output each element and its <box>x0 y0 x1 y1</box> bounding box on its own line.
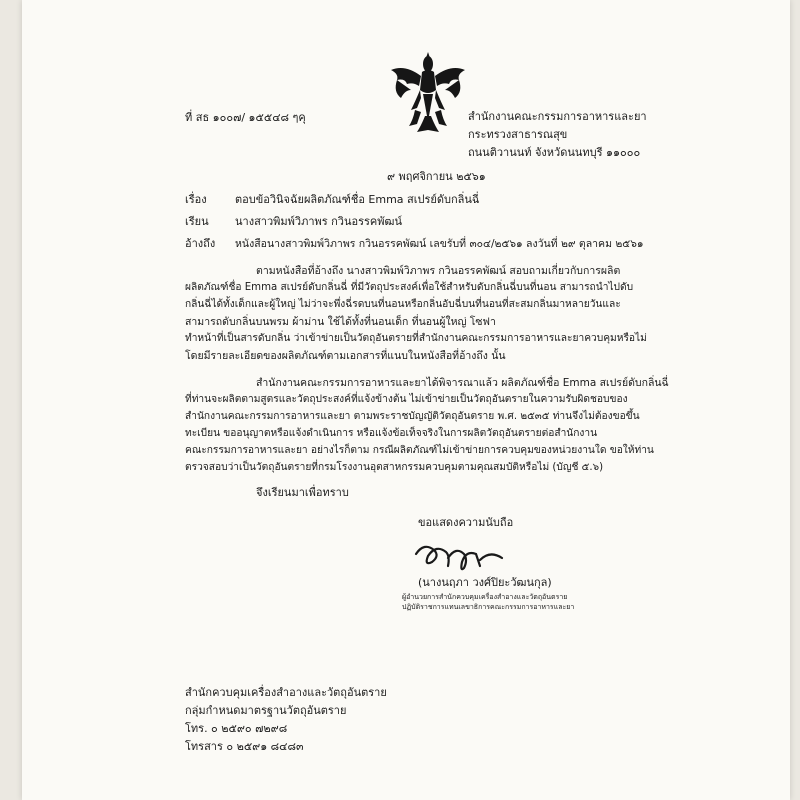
para2-line: สำนักงานคณะกรรมการอาหารและยาได้พิจารณาแล้ว ผลิตภัณฑ์ชื่อ Emma สเปรย์ดับกลิ่นฉี่ <box>256 377 669 389</box>
regards-text: ขอแสดงความนับถือ <box>418 516 514 529</box>
para1-line: โดยมีรายละเอียดของผลิตภัณฑ์ตามเอกสารที่แนบในหนังสือที่อ้างถึง นั้น <box>185 350 506 362</box>
garuda-emblem-icon <box>387 50 469 134</box>
signer-title-1: ผู้อำนวยการสำนักควบคุมเครื่องสำอางและวัตถุอันตราย <box>402 593 568 601</box>
closing-text: จึงเรียนมาเพื่อทราบ <box>256 486 349 499</box>
para1-line: ทำหน้าที่เป็นสารดับกลิ่น ว่าเข้าข่ายเป็นวัตถุอันตรายที่สำนักงานคณะกรรมการอาหารและยาควบคุมหรือไม่ <box>185 333 647 344</box>
para1-line: กลิ่นฉี่ได้ทั้งเด็กและผู้ใหญ่ ไม่ว่าจะพึ่งฉี่รดบนที่นอนหรือกลิ่นอับฉี่บนที่นอนที่สะสมกลิ่นมาหลายวันและ <box>185 299 621 310</box>
ref-text: หนังสือนางสาวพิมพ์วิภาพร กวินอรรคพัฒน์ เลขรับที่ ๓๐๔/๒๕๖๑ ลงวันที่ ๒๙ ตุลาคม ๒๕๖๑ <box>235 238 644 250</box>
footer-phone: โทร. ๐ ๒๕๙๐ ๗๒๙๘ <box>185 722 288 735</box>
ref-label: อ้างถึง <box>185 237 216 250</box>
handwritten-signature <box>410 536 520 576</box>
para2-line: ที่ท่านจะผลิตตามสูตรและวัตถุประสงค์ที่แจ้งข้างต้น ไม่เข้าข่ายเป็นวัตถุอันตรายในความรับผิดชอบของ <box>185 394 628 405</box>
para2-line: สำนักงานคณะกรรมการอาหารและยา ตามพระราชบัญญัติวัตถุอันตราย พ.ศ. ๒๕๓๕ ท่านจึงไม่ต้องขอขึ้น <box>185 411 640 422</box>
para2-line: ทะเบียน ขออนุญาตหรือแจ้งดำเนินการ หรือแจ้งข้อเท็จจริงในการผลิตวัตถุอันตรายต่อสำนักงาน <box>185 428 598 439</box>
para2-line: คณะกรรมการอาหารและยา อย่างไรก็ตาม กรณีผลิตภัณฑ์ไม่เข้าข่ายการควบคุมของหน่วยงานใด ขอให้ท่าน <box>185 445 654 456</box>
subject-text: ตอบข้อวินิจฉัยผลิตภัณฑ์ชื่อ Emma สเปรย์ดับกลิ่นฉี่ <box>235 193 480 206</box>
letter-date: ๙ พฤศจิกายน ๒๕๖๑ <box>387 170 486 183</box>
subject-label: เรื่อง <box>185 193 207 206</box>
footer-fax: โทรสาร ๐ ๒๕๙๑ ๘๔๘๓ <box>185 740 304 753</box>
signer-name: (นางนฤภา วงศ์ปิยะวัฒนกุล) <box>418 576 552 589</box>
letter-page <box>22 0 790 800</box>
para2-line: ตรวจสอบว่าเป็นวัตถุอันตรายที่กรมโรงงานอุตสาหกรรมควบคุมตามคุณสมบัติหรือไม่ (บัญชี ๕.๖) <box>185 462 604 473</box>
org-ministry: กระทรวงสาธารณสุข <box>468 128 568 141</box>
reference-number: ที่ สธ ๑๐๐๗/ ๑๕๕๔๘ ๆคุ <box>185 111 306 124</box>
signer-title-2: ปฏิบัติราชการแทนเลขาธิการคณะกรรมการอาหารและยา <box>402 603 575 611</box>
footer-office: สำนักควบคุมเครื่องสำอางและวัตถุอันตราย <box>185 686 387 699</box>
org-name: สำนักงานคณะกรรมการอาหารและยา <box>468 110 647 123</box>
para1-line: ตามหนังสือที่อ้างถึง นางสาวพิมพ์วิภาพร กวินอรรคพัฒน์ สอบถามเกี่ยวกับการผลิต <box>256 265 621 277</box>
to-label: เรียน <box>185 215 209 228</box>
para1-line: ผลิตภัณฑ์ชื่อ Emma สเปรย์ดับกลิ่นฉี่ ที่มีวัตถุประสงค์เพื่อใช้สำหรับดับกลิ่นฉี่บนที่นอน สามารถนำไปดับ <box>185 282 634 293</box>
org-address: ถนนติวานนท์ จังหวัดนนทบุรี ๑๑๐๐๐ <box>468 146 641 159</box>
footer-group: กลุ่มกำหนดมาตรฐานวัตถุอันตราย <box>185 704 347 717</box>
to-text: นางสาวพิมพ์วิภาพร กวินอรรคพัฒน์ <box>235 215 402 228</box>
para1-line: สามารถดับกลิ่นบนพรม ผ้าม่าน ใช้ได้ทั้งที่นอนเด็ก ที่นอนผู้ใหญ่ โซฟา <box>185 316 496 328</box>
